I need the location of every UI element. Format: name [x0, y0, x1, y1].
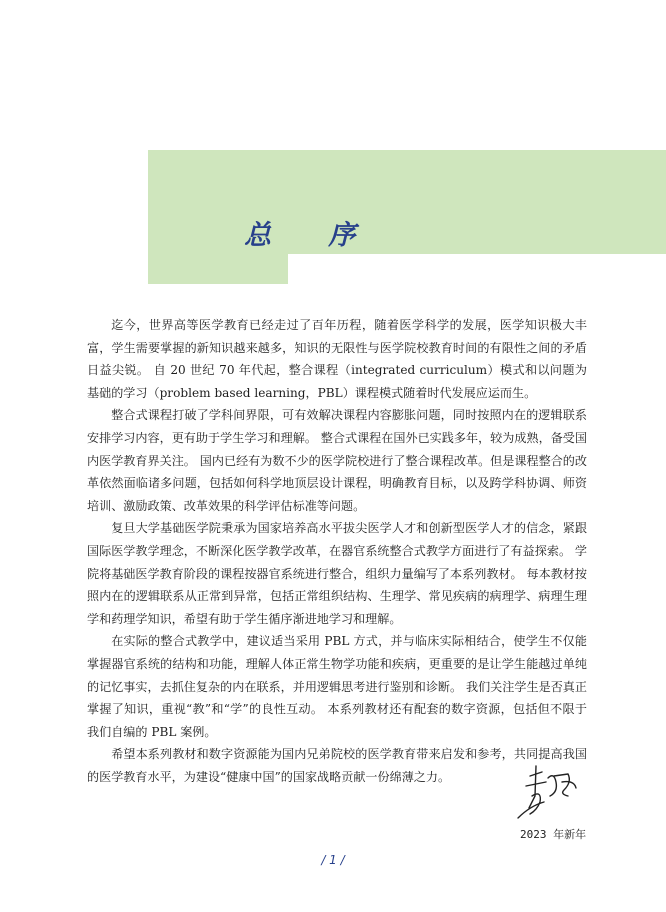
paragraph-3: 复旦大学基础医学院秉承为国家培养高水平拔尖医学人才和创新型医学人才的信念，紧跟国际医学教学理念，不断深化医学教学改革，在器官系统整合式教学方面进行了有益探索。 学院将基础医学教育阶段的课程按器官系统进行整合，组织力量编写了本系列教材。 每本教材按照内在的逻辑联系从正常到异常，包括正常组织结构、生理学、常见疾病的病理学、病理生理学和药理学知识，希望有助于学生循序渐进地学习和理解。 — [87, 521, 587, 626]
date-line: 2023 年新年 — [520, 828, 587, 841]
preface-body — [87, 314, 587, 788]
paragraph-2: 整合式课程打破了学科间界限，可有效解决课程内容膨胀问题，同时按照内在的逻辑联系安排学习内容，更有助于学生学习和理解。 整合式课程在国外已实践多年，较为成熟，备受国内医学教育界关注。 国内已经有为数不少的医学院校进行了整合课程改革。但是课程整合的改革依然面临诸多问题，包括如何科学地顶层设计课程，明确教育目标，以及跨学科协调、师资培训、激励政策、改革效果的科学评估标准等问题。 — [87, 408, 587, 513]
paragraph-4: 在实际的整合式教学中，建议适当采用 PBL 方式，并与临床实际相结合，使学生不仅能掌握器官系统的结构和功能，理解人体正常生物学功能和疾病，更重要的是让学生能越过单纯的记忆事实，去抓住复杂的内在联系，并用逻辑思考进行鉴别和诊断。 我们关注学生是否真正掌握了知识，重视“教”和“学”的良性互动。 本系列教材还有配套的数字资源，包括但不限于我们自编的 PBL 案例。 — [87, 634, 587, 739]
paragraph-1: 迄今，世界高等医学教育已经走过了百年历程，随着医学科学的发展，医学知识极大丰富，学生需要掌握的新知识越来越多，知识的无限性与医学院校教育时间的有限性之间的矛盾日益尖锐。 自 20 世纪 70 年代起，整合课程（integrated curriculum）模式和以问题为基础的学习（problem based learning，PBL）课程模式随着时代发展应运而生。 — [87, 318, 587, 400]
header-band-step — [148, 254, 288, 284]
header-band — [148, 150, 666, 254]
page-title: 总 序 — [244, 220, 380, 251]
page-number: / 1 / — [321, 853, 345, 867]
paragraph-5: 希望本系列教材和数字资源能为国内兄弟院校的医学教育带来启发和参考，共同提高我国的医学教育水平，为建设“健康中国”的国家战略贡献一份绵薄之力。 — [87, 747, 587, 784]
handwritten-signature — [512, 762, 582, 822]
